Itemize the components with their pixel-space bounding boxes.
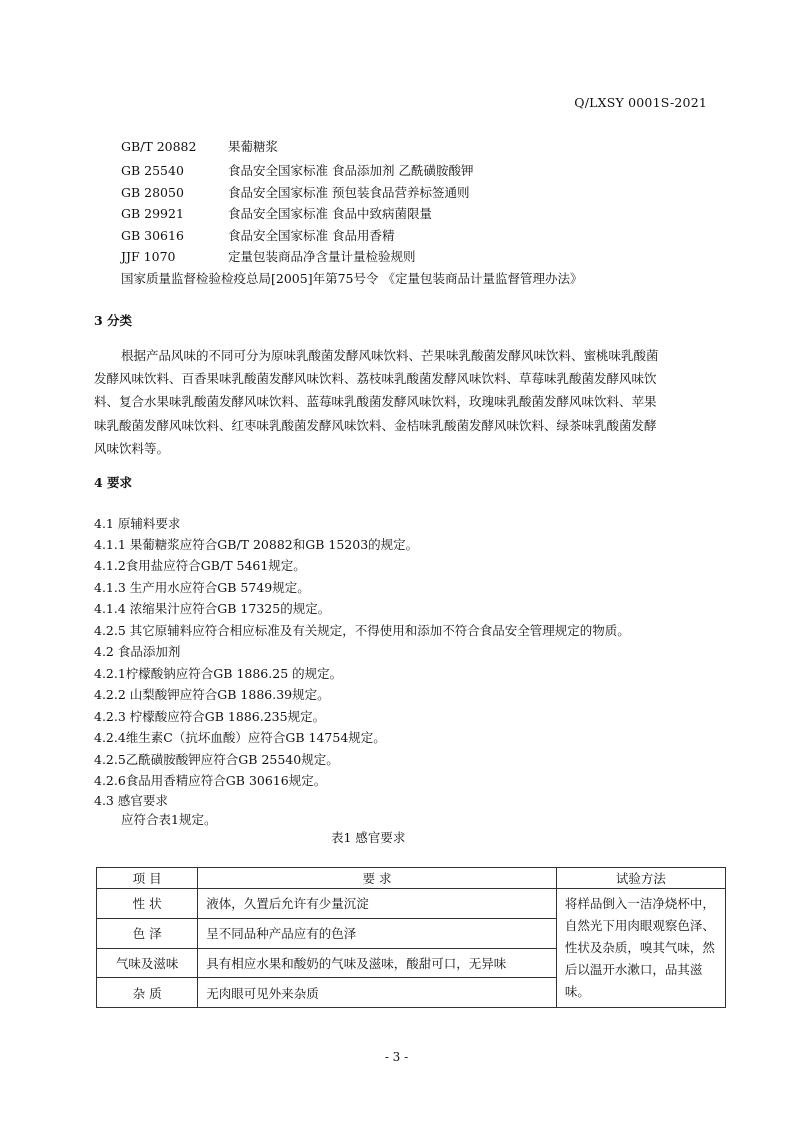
requirement-item: 应符合表1规定。 — [121, 812, 217, 827]
page-number: - 3 - — [384, 1050, 409, 1064]
table-header-row — [97, 868, 726, 889]
paragraph-line: 料、复合水果味乳酸菌发酵风味饮料、蓝莓味乳酸菌发酵风味饮料，玫瑰味乳酸菌发酵风味饮料、苹果 — [94, 394, 657, 410]
paragraph-line: 风味饮料等。 — [94, 440, 170, 456]
reference-title: 食品安全国家标准 食品用香精 — [228, 228, 395, 243]
requirement-item: 4.1.2食用盐应符合GB/T 5461规定。 — [94, 558, 306, 573]
requirement-item: 4.2.4维生素C（抗坏血酸）应符合GB 14754规定。 — [94, 730, 386, 745]
reference-title: 定量包装商品净含量计量检验规则 — [228, 249, 416, 264]
requirement-item: 4.2.5 其它原辅料应符合相应标准及有关规定，不得使用和添加不符合食品安全管理规定的物质。 — [94, 623, 630, 638]
reference-code: GB/T 20882 — [121, 139, 197, 154]
sensory-table — [96, 867, 726, 1008]
section-3-heading: 3 分类 — [94, 313, 133, 328]
requirement-item: 4.1.3 生产用水应符合GB 5749规定。 — [94, 580, 310, 595]
requirement-item: 4.2.5乙酰磺胺酸钾应符合GB 25540规定。 — [94, 752, 339, 767]
requirement-item: 4.2.2 山梨酸钾应符合GB 1886.39规定。 — [94, 687, 330, 702]
requirement-item: 4.3 感官要求 — [94, 793, 168, 808]
row-item: 气味及滋味 — [97, 948, 198, 978]
row-requirement: 无肉眼可见外来杂质 — [198, 978, 557, 1008]
header-requirement: 要 求 — [198, 868, 557, 889]
table-row — [97, 889, 726, 919]
reference-code: JJF 1070 — [121, 249, 176, 264]
paragraph-line: 根据产品风味的不同可分为原味乳酸菌发酵风味饮料、芒果味乳酸菌发酵风味饮料、蜜桃味乳酸菌 — [121, 348, 659, 363]
reference-title: 果葡糖浆 — [228, 139, 279, 154]
section-4-heading: 4 要求 — [94, 475, 133, 490]
table-caption: 表1 感官要求 — [331, 830, 406, 845]
reference-title: 食品安全国家标准 食品添加剂 乙酰磺胺酸钾 — [228, 163, 474, 178]
requirement-item: 4.2 食品添加剂 — [94, 644, 181, 659]
reference-code: GB 25540 — [121, 163, 184, 178]
reference-code: GB 29921 — [121, 206, 184, 221]
requirement-item: 4.2.3 柠檬酸应符合GB 1886.235规定。 — [94, 709, 326, 724]
regulation-notice: 国家质量监督检验检疫总局[2005]年第75号令 《定量包装商品计量监督管理办法》 — [121, 271, 583, 286]
row-requirement: 呈不同品种产品应有的色泽 — [198, 918, 557, 948]
test-method: 将样品倒入一洁净烧杯中，自然光下用肉眼观察色泽、性状及杂质，嗅其气味，然后以温开水漱口，品其滋味。 — [556, 889, 725, 1008]
requirement-item: 4.2.6食品用香精应符合GB 30616规定。 — [94, 773, 327, 788]
requirement-item: 4.1.4 浓缩果汁应符合GB 17325的规定。 — [94, 601, 331, 616]
section-3-paragraph — [94, 344, 720, 460]
reference-title: 食品安全国家标准 食品中致病菌限量 — [228, 206, 432, 221]
reference-code: GB 30616 — [121, 228, 184, 243]
reference-title: 食品安全国家标准 预包装食品营养标签通则 — [228, 185, 470, 200]
paragraph-line: 发酵风味饮料、百香果味乳酸菌发酵风味饮料、荔枝味乳酸菌发酵风味饮料、草莓味乳酸菌发酵风味饮 — [94, 371, 657, 387]
row-item: 色 泽 — [97, 918, 198, 948]
row-requirement: 具有相应水果和酸奶的气味及滋味，酸甜可口，无异味 — [198, 948, 557, 978]
reference-code: GB 28050 — [121, 185, 184, 200]
header-method: 试验方法 — [556, 868, 725, 889]
document-code: Q/LXSY 0001S-2021 — [574, 95, 707, 110]
paragraph-line: 味乳酸菌发酵风味饮料、红枣味乳酸菌发酵风味饮料、金桔味乳酸菌发酵风味饮料、绿茶味乳酸菌发酵 — [94, 417, 657, 433]
row-item: 杂 质 — [97, 978, 198, 1008]
row-item: 性 状 — [97, 889, 198, 919]
header-item: 项 目 — [97, 868, 198, 889]
row-requirement: 液体，久置后允许有少量沉淀 — [198, 889, 557, 919]
requirement-item: 4.1.1 果葡糖浆应符合GB/T 20882和GB 15203的规定。 — [94, 537, 419, 552]
requirement-item: 4.2.1柠檬酸钠应符合GB 1886.25 的规定。 — [94, 666, 343, 681]
requirement-item: 4.1 原辅料要求 — [94, 516, 181, 531]
